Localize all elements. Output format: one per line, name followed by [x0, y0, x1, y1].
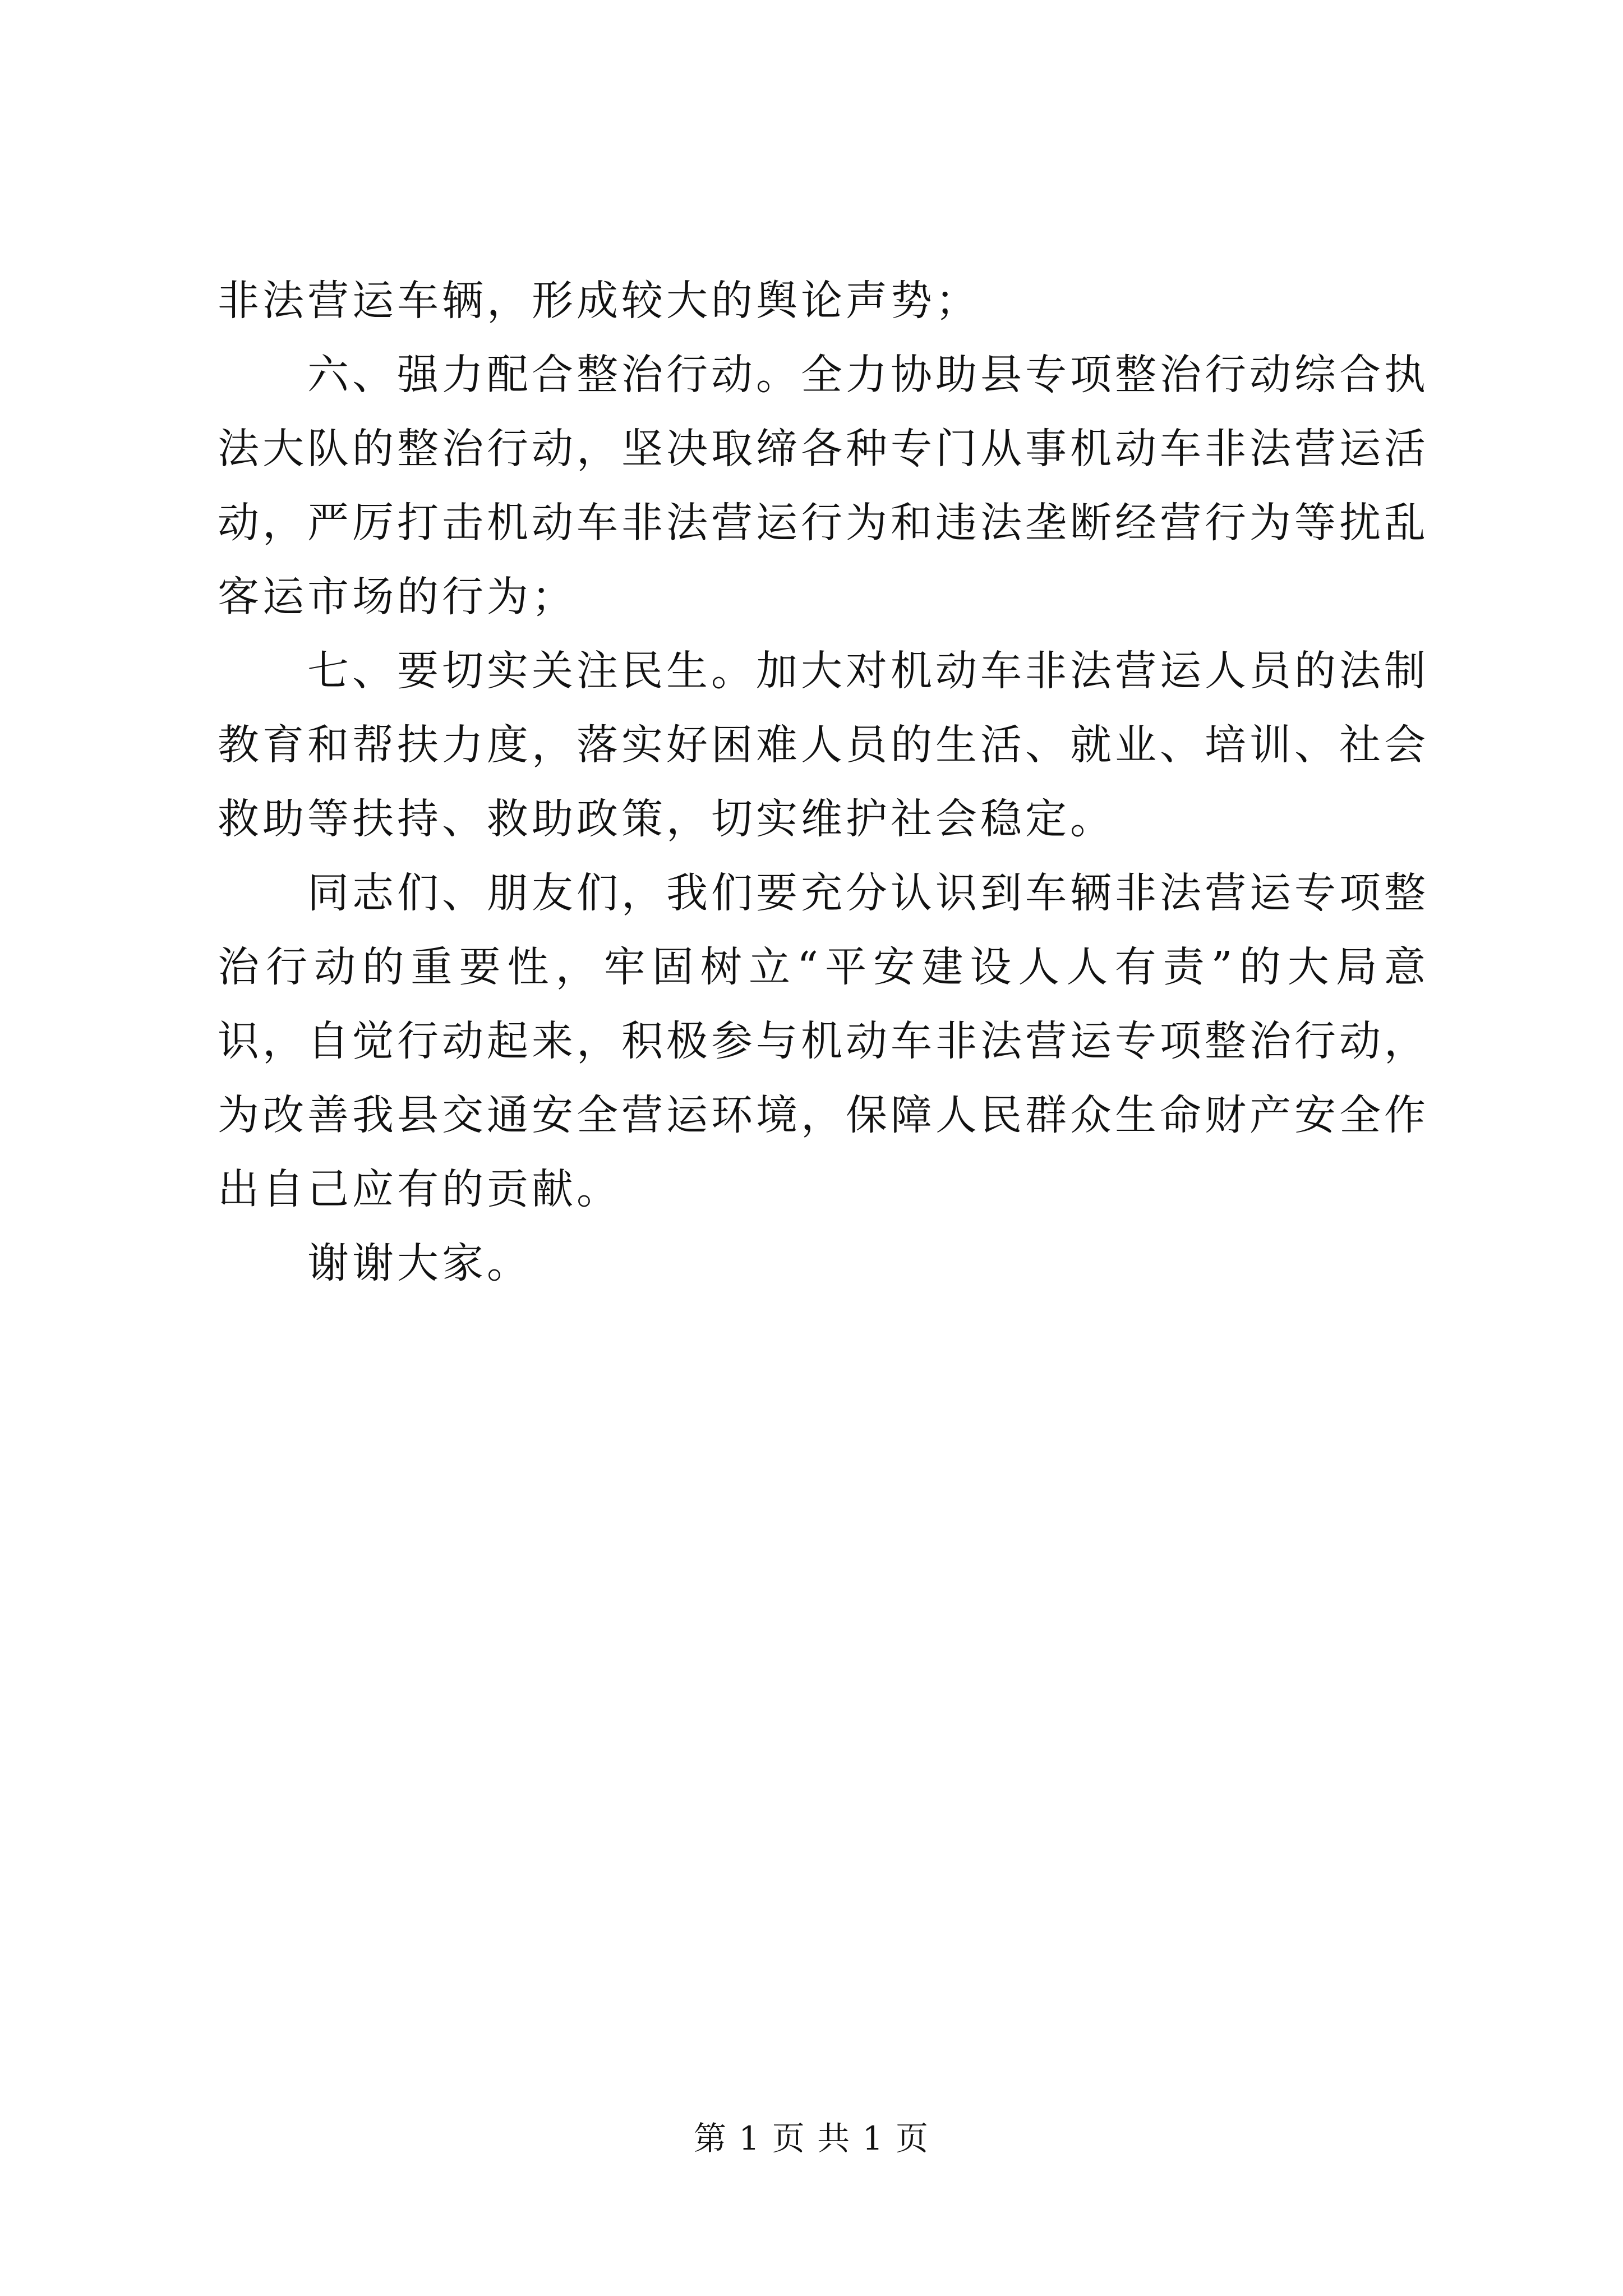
paragraph-item-six: 六、强力配合整治行动。全力协助县专项整治行动综合执法大队的整治行动，坚决取缔各种专门从事机动车非法营运活动，严厉打击机动车非法营运行为和违法垄断经营行为等扰乱客运市场的行为； [218, 351, 1429, 621]
page-number-footer: 第 1 页 共 1 页 [694, 2119, 929, 2157]
paragraph-item-seven: 七、要切实关注民生。加大对机动车非法营运人员的法制教育和帮扶力度，落实好困难人员的生活、就业、培训、社会救助等扶持、救助政策，切实维护社会稳定。 [218, 647, 1429, 843]
paragraph-thanks: 谢谢大家。 [307, 1239, 532, 1287]
paragraph-continuation: 非法营运车辆，形成较大的舆论声势； [218, 277, 980, 325]
paragraph-closing-appeal: 同志们、朋友们，我们要充分认识到车辆非法营运专项整治行动的重要性，牢固树立“平安建设人人有责”的大局意识，自觉行动起来，积极参与机动车非法营运专项整治行动，为改善我县交通安全营运环境，保障人民群众生命财产安全作出自己应有的贡献。 [218, 869, 1429, 1213]
document-body [218, 264, 1429, 1300]
